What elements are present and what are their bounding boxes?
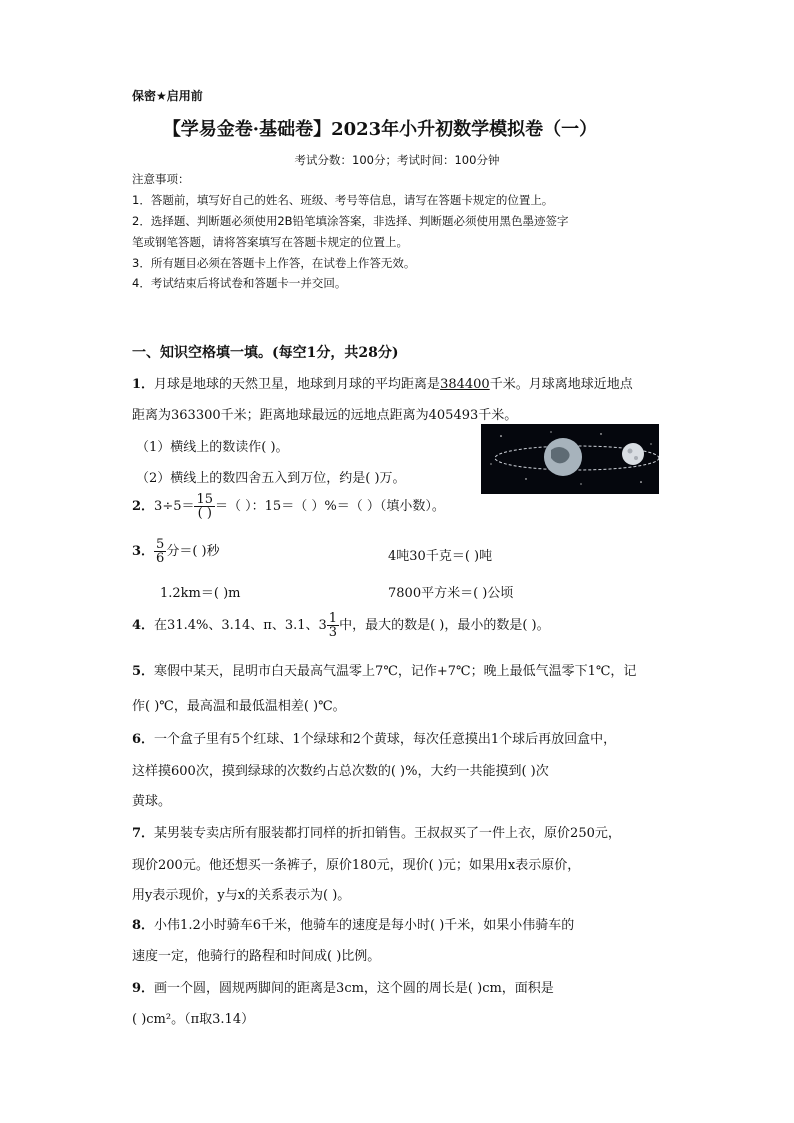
- question-7-line-1: 7．某男装专卖店所有服装都打同样的折扣销售。王叔叔买了一件上衣，原价250元，: [132, 826, 621, 841]
- exam-info: 考试分数：100分；考试时间：100分钟: [294, 153, 500, 167]
- paper-title: 【学易金卷·基础卷】2023年小升初数学模拟卷（一）: [162, 119, 598, 140]
- question-5-line-2: 作( )℃，最高温和最低温相差( )℃。: [132, 699, 346, 714]
- question-1-sub-1: （1）横线上的数读作( )。: [136, 440, 289, 455]
- question-3-item-c: 1.2km＝( )m: [160, 586, 241, 601]
- fraction: $\frac{15}{( )}$: [196, 492, 214, 521]
- question-5-line-1: 5．寒假中某天，昆明市白天最高气温零上7℃，记作+7℃；晚上最低气温零下1℃，记: [132, 664, 637, 679]
- question-number: 7．: [132, 826, 155, 841]
- question-7-line-3: 用y表示现价，y与x的关系表示为( )。: [132, 888, 351, 903]
- question-6-line-3: 黄球。: [132, 794, 172, 809]
- question-8-line-1: 8．小伟1.2小时骑车6千米，他骑车的速度是每小时( )千米，如果小伟骑车的: [132, 918, 575, 933]
- question-1-line-1: 1．月球是地球的天然卫星，地球到月球的平均距离是384400千米。月球离地球近地点: [132, 377, 633, 392]
- question-2: 2．3÷5＝ $\frac{15}{( )}$ ＝（ ）：15＝（ ）%＝（ ）（填小数）。: [132, 492, 445, 521]
- question-number: 1．: [132, 377, 155, 392]
- question-8-line-2: 速度一定，他骑行的路程和时间成( )比例。: [132, 949, 381, 964]
- notice-item: 4．考试结束后将试卷和答题卡一并交回。: [132, 276, 347, 290]
- question-3-item-d: 7800平方米＝( )公顷: [388, 586, 514, 601]
- question-number: 4．: [132, 618, 155, 633]
- question-number: 2．: [132, 499, 155, 514]
- section-title: 一、知识空格填一填。(每空1分，共28分): [132, 345, 399, 361]
- question-6-line-1: 6．一个盒子里有5个红球、1个绿球和2个黄球，每次任意摸出1个球后再放回盒中，: [132, 732, 617, 747]
- notice-item: 3．所有题目必须在答题卡上作答，在试卷上作答无效。: [132, 256, 416, 270]
- question-3-item-b: 4吨30千克＝( )吨: [388, 549, 493, 564]
- confidential-label: 保密★启用前: [132, 89, 203, 103]
- question-6-line-2: 这样摸600次，摸到绿球的次数约占总次数的( )%，大约一共能摸到( )次: [132, 764, 549, 779]
- question-number: 5．: [132, 664, 155, 679]
- fraction: $\frac{5}{6}$: [156, 537, 165, 566]
- question-number: 9．: [132, 981, 155, 996]
- earth-moon-orbit-image: [481, 424, 659, 494]
- question-number: 6．: [132, 732, 155, 747]
- question-9-line-2: ( )cm²。（π取3.14）: [132, 1012, 255, 1027]
- question-3-row-1: 3． $\frac{5}{6}$ 分＝( )秒: [132, 537, 220, 566]
- question-1-sub-2: （2）横线上的数四舍五入到万位，约是( )万。: [136, 471, 406, 486]
- notice-item: 笔或钢笔答题，请将答案填写在答题卡规定的位置上。: [132, 235, 408, 249]
- notice-item: 1．答题前，填写好自己的姓名、班级、考号等信息，请写在答题卡规定的位置上。: [132, 193, 554, 207]
- question-1-line-2: 距离为363300千米；距离地球最远的远地点距离为405493千米。: [132, 408, 518, 423]
- notice-item: 2．选择题、判断题必须使用2B铅笔填涂答案，非选择、判断题必须使用黑色墨迹签字: [132, 214, 569, 228]
- question-7-line-2: 现价200元。他还想买一条裤子，原价180元，现价( )元；如果用x表示原价，: [132, 858, 581, 873]
- fraction: $\frac{1}{3}$: [328, 611, 338, 640]
- question-number: 3．: [132, 544, 155, 559]
- question-number: 8．: [132, 918, 155, 933]
- underlined-number: 384400: [440, 377, 490, 392]
- question-9-line-1: 9．画一个圆，圆规两脚间的距离是3cm，这个圆的周长是( )cm，面积是: [132, 981, 554, 996]
- notice-heading: 注意事项：: [132, 172, 190, 186]
- question-4: 4．在31.4%、3.14、π、3.1、3 $\frac{1}{3}$ 中，最大的数是( )，最小的数是( )。: [132, 611, 550, 640]
